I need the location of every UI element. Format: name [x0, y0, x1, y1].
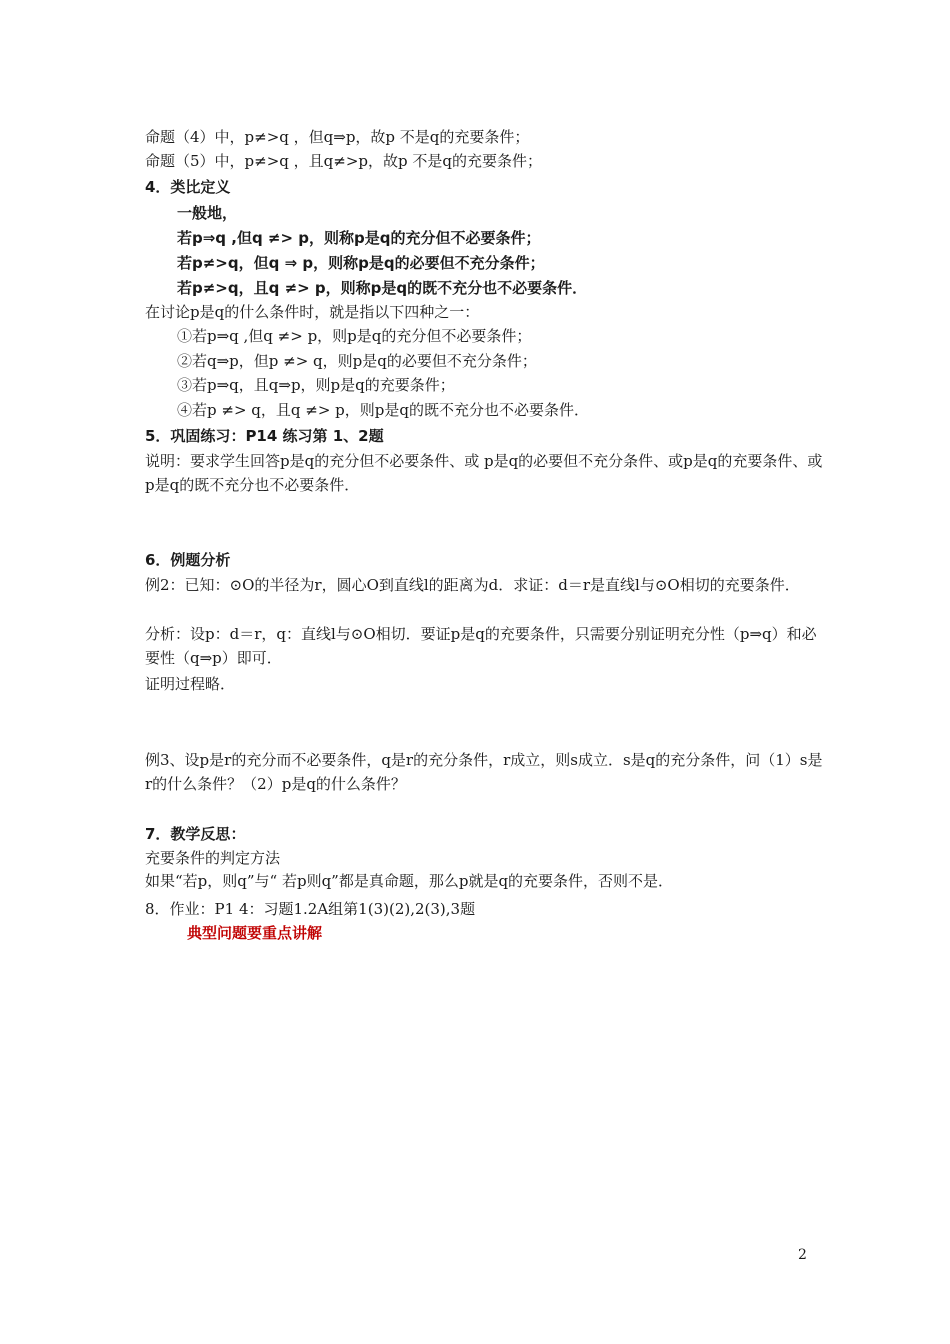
case-3: ③若p⇒q，且q⇒p，则p是q的充要条件； — [177, 376, 455, 394]
line-judgment-method: 充要条件的判定方法 — [145, 849, 281, 867]
definition-sufficient: 若p⇒q ,但q ≠> p，则称p是q的充分但不必要条件； — [177, 229, 541, 247]
definition-necessary: 若p≠>q，但q ⇒ p，则称p是q的必要但不充分条件； — [177, 254, 545, 272]
paragraph-explanation: 说明：要求学生回答p是q的充分但不必要条件、或 p是q的必要但不充分条件、或p是q的充要条件、或p是q的既不充分也不必要条件． — [145, 452, 823, 494]
page-number: 2 — [798, 1247, 807, 1263]
line-proof-omitted: 证明过程略． — [145, 675, 236, 693]
paragraph-example-3: 例3、设p是r的充分而不必要条件，q是r的充分条件，r成立，则s成立．s是q的充分条件，问（1）s是r的什么条件？（2）p是q的什么条件？ — [145, 751, 823, 793]
heading-example-analysis: 6．例题分析 — [145, 551, 231, 569]
line-judgment-rule: 如果“若p，则q”与“ 若p则q”都是真命题，那么p就是q的充要条件，否则不是． — [145, 872, 674, 890]
note-key-problems: 典型问题要重点讲解 — [187, 924, 323, 942]
case-1: ①若p⇒q ,但q ≠> p，则p是q的充分但不必要条件； — [177, 327, 532, 345]
heading-practice: 5．巩固练习：P14 练习第 1、2题 — [145, 427, 384, 445]
case-4: ④若p ≠> q，且q ≠> p，则p是q的既不充分也不必要条件． — [177, 401, 589, 419]
case-2: ②若q⇒p，但p ≠> q，则p是q的必要但不充分条件； — [177, 352, 537, 370]
line-homework: 8．作业：P1 4：习题1.2A组第1(3)(2),2(3),3题 — [145, 900, 476, 918]
line-generally: 一般地， — [177, 204, 238, 222]
paragraph-analysis: 分析：设p：d＝r，q：直线l与⊙O相切．要证p是q的充要条件，只需要分别证明充分性（p⇒q）和必要性（q⇒p）即可． — [145, 625, 817, 667]
definition-neither: 若p≠>q，且q ≠> p，则称p是q的既不充分也不必要条件． — [177, 279, 588, 297]
line-prop4: 命题（4）中，p≠>q ，但q⇒p，故p 不是q的充要条件； — [145, 128, 530, 146]
heading-analogy-definition: 4．类比定义 — [145, 178, 231, 196]
line-prop5: 命题（5）中，p≠>q ，且q≠>p，故p 不是q的充要条件； — [145, 152, 542, 170]
line-discussion-intro: 在讨论p是q的什么条件时，就是指以下四种之一： — [145, 303, 480, 321]
paragraph-example-2: 例2：已知：⊙O的半径为r，圆心O到直线l的距离为d．求证：d＝r是直线l与⊙O相切的充要条件． — [145, 576, 800, 594]
heading-teaching-reflection: 7．教学反思： — [145, 825, 246, 843]
